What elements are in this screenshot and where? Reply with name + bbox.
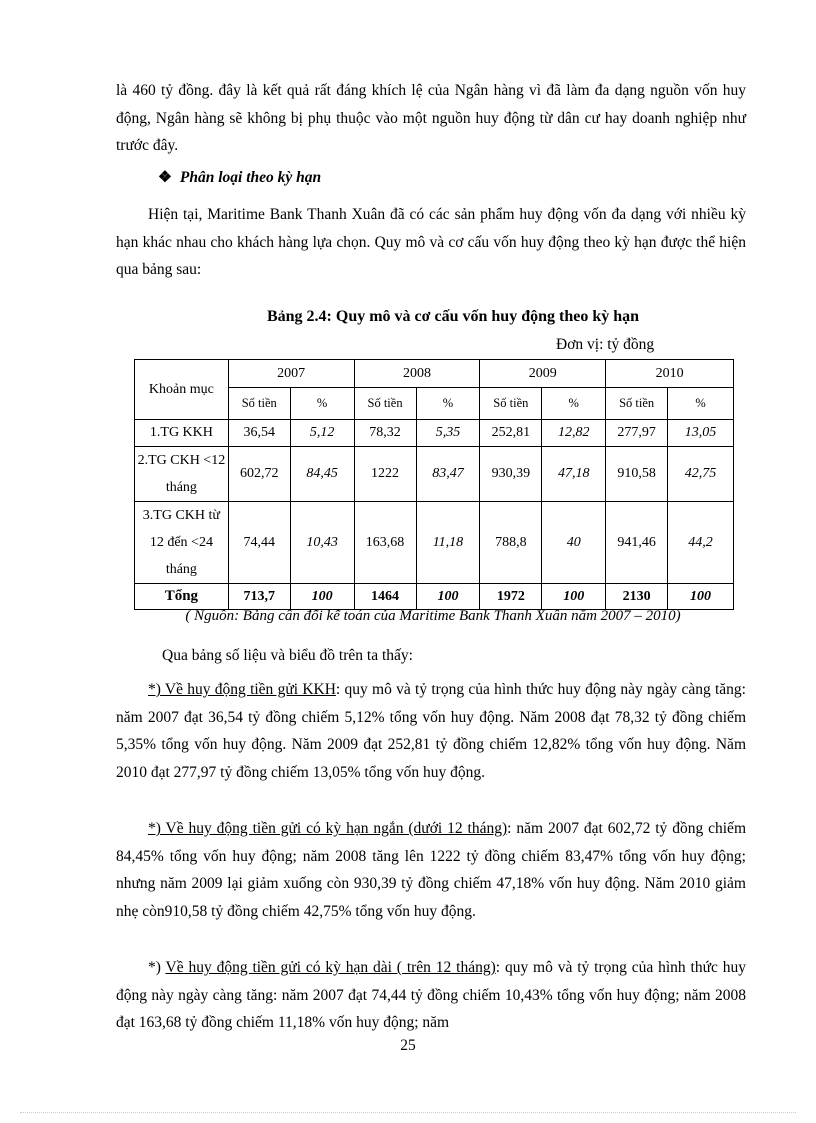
total-pct: 100 (416, 584, 480, 610)
cell-pct: 11,18 (416, 502, 480, 584)
table-unit: Đơn vị: tỷ đồng (556, 336, 655, 353)
cell-amount: 602,72 (228, 447, 290, 502)
subheader-pct: % (668, 388, 734, 420)
cell-pct: 13,05 (668, 420, 734, 447)
cell-amount: 74,44 (228, 502, 290, 584)
total-pct: 100 (542, 584, 606, 610)
table-caption: Bảng 2.4: Quy mô và cơ cấu vốn huy động theo kỳ hạn (266, 308, 640, 325)
cell-pct: 42,75 (668, 447, 734, 502)
paragraph-long-term-prefix: *) (148, 959, 166, 976)
cell-amount: 277,97 (606, 420, 668, 447)
paragraph-short-term-lead: *) Về huy động tiền gửi có kỳ hạn ngắn (dưới 12 tháng) (148, 820, 508, 837)
cell-amount: 78,32 (354, 420, 416, 447)
subheader-pct: % (290, 388, 354, 420)
header-year: 2008 (354, 360, 480, 388)
cell-pct: 5,35 (416, 420, 480, 447)
table-row (135, 420, 734, 447)
paragraph-long-term-body: : quy mô và tỷ trọng của hình thức huy động này ngày càng tăng: năm 2007 đạt 74,44 tỷ đồng chiếm 10,43% tổng vốn huy động; năm 2008 đạt 163,68 tỷ đồng chiếm 11,18% vốn huy động; năm (116, 959, 747, 1031)
total-amount: 713,7 (228, 584, 290, 610)
total-pct: 100 (290, 584, 354, 610)
subheader-pct: % (416, 388, 480, 420)
total-label: Tổng (135, 584, 229, 610)
header-year: 2010 (606, 360, 734, 388)
subheader-amount: Số tiền (606, 388, 668, 420)
diamond-bullet-icon: ❖ (158, 169, 172, 186)
table-header-row (135, 360, 734, 388)
row-label: 3.TG CKH từ 12 đến <24 tháng (135, 502, 229, 584)
paragraph-summary-lead: Qua bảng số liệu và biểu đồ trên ta thấy: (162, 647, 413, 664)
paragraph-long-term-lead: Về huy động tiền gửi có kỳ hạn dài ( trên 12 tháng) (165, 959, 496, 976)
cell-amount: 941,46 (606, 502, 668, 584)
cell-pct: 12,82 (542, 420, 606, 447)
cell-amount: 36,54 (228, 420, 290, 447)
row-label: 1.TG KKH (135, 420, 229, 447)
total-amount: 1972 (480, 584, 542, 610)
cell-amount: 252,81 (480, 420, 542, 447)
cell-pct: 44,2 (668, 502, 734, 584)
cell-amount: 1222 (354, 447, 416, 502)
cell-amount: 788,8 (480, 502, 542, 584)
paragraph-kkh-lead: *) Về huy động tiền gửi KKH (148, 681, 336, 698)
table-total-row (135, 584, 734, 610)
cell-pct: 10,43 (290, 502, 354, 584)
subheader-amount: Số tiền (228, 388, 290, 420)
subheader-amount: Số tiền (480, 388, 542, 420)
cell-pct: 84,45 (290, 447, 354, 502)
table-row (135, 502, 734, 584)
paragraph-kkh-body: : quy mô và tỷ trọng của hình thức huy động này ngày càng tăng: năm 2007 đạt 36,54 tỷ đồng chiếm 5,12% tổng vốn huy động. Năm 2008 đạt 78,32 tỷ đồng chiếm 5,35% tổng vốn huy động. Năm 2009 đạt 252,81 tỷ đồng chiếm 12,82% tổng vốn huy động. Năm 2010 đạt 277,97 tỷ đồng chiếm 13,05% tổng vốn huy động. (116, 681, 746, 781)
cell-pct: 40 (542, 502, 606, 584)
total-amount: 2130 (606, 584, 668, 610)
cell-amount: 163,68 (354, 502, 416, 584)
cell-pct: 47,18 (542, 447, 606, 502)
table-row (135, 447, 734, 502)
total-amount: 1464 (354, 584, 416, 610)
header-year: 2007 (228, 360, 354, 388)
paragraph-short-term-body: : năm 2007 đạt 602,72 tỷ đồng chiếm 84,45% tổng vốn huy động; năm 2008 tăng lên 1222 tỷ đồng chiếm 83,47% tổng vốn huy động; nhưng năm 2009 lại giảm xuống còn 930,39 tỷ đồng chiếm 47,18% vốn huy động. Năm 2010 giảm nhẹ còn910,58 tỷ đồng chiếm 42,75% tổng vốn huy động. (116, 820, 746, 920)
cell-amount: 910,58 (606, 447, 668, 502)
paragraph-kkh (116, 676, 746, 786)
header-item: Khoản mục (135, 360, 229, 420)
cell-pct: 83,47 (416, 447, 480, 502)
subheader-amount: Số tiền (354, 388, 416, 420)
header-year: 2009 (480, 360, 606, 388)
paragraph-long-term (116, 954, 746, 1037)
section-heading (158, 168, 321, 187)
section-heading-text: Phân loại theo kỳ hạn (179, 169, 322, 186)
paragraph-short-term (116, 815, 746, 925)
page-border-divider (20, 1112, 796, 1113)
page-number: 25 (400, 1037, 416, 1054)
paragraph-products: Hiện tại, Maritime Bank Thanh Xuân đã có các sản phẩm huy động vốn đa dạng với nhiều kỳ hạn khác nhau cho khách hàng lựa chọn. Quy mô và cơ cấu vốn huy động theo kỳ hạn được thể hiện qua bảng sau: (116, 206, 746, 278)
table-source: ( Nguồn: Bảng cân đối kế toán của Maritime Bank Thanh Xuân năm 2007 – 2010) (185, 608, 681, 624)
subheader-pct: % (542, 388, 606, 420)
cell-pct: 5,12 (290, 420, 354, 447)
deposit-table (134, 359, 734, 610)
cell-amount: 930,39 (480, 447, 542, 502)
total-pct: 100 (668, 584, 734, 610)
paragraph-intro: là 460 tỷ đồng. đây là kết quả rất đáng khích lệ của Ngân hàng vì đã làm đa dạng nguồn vốn huy động, Ngân hàng sẽ không bị phụ thuộc vào một nguồn huy động từ dân cư hay doanh nghiệp như trước đây. (116, 82, 746, 154)
row-label: 2.TG CKH <12 tháng (135, 447, 229, 502)
